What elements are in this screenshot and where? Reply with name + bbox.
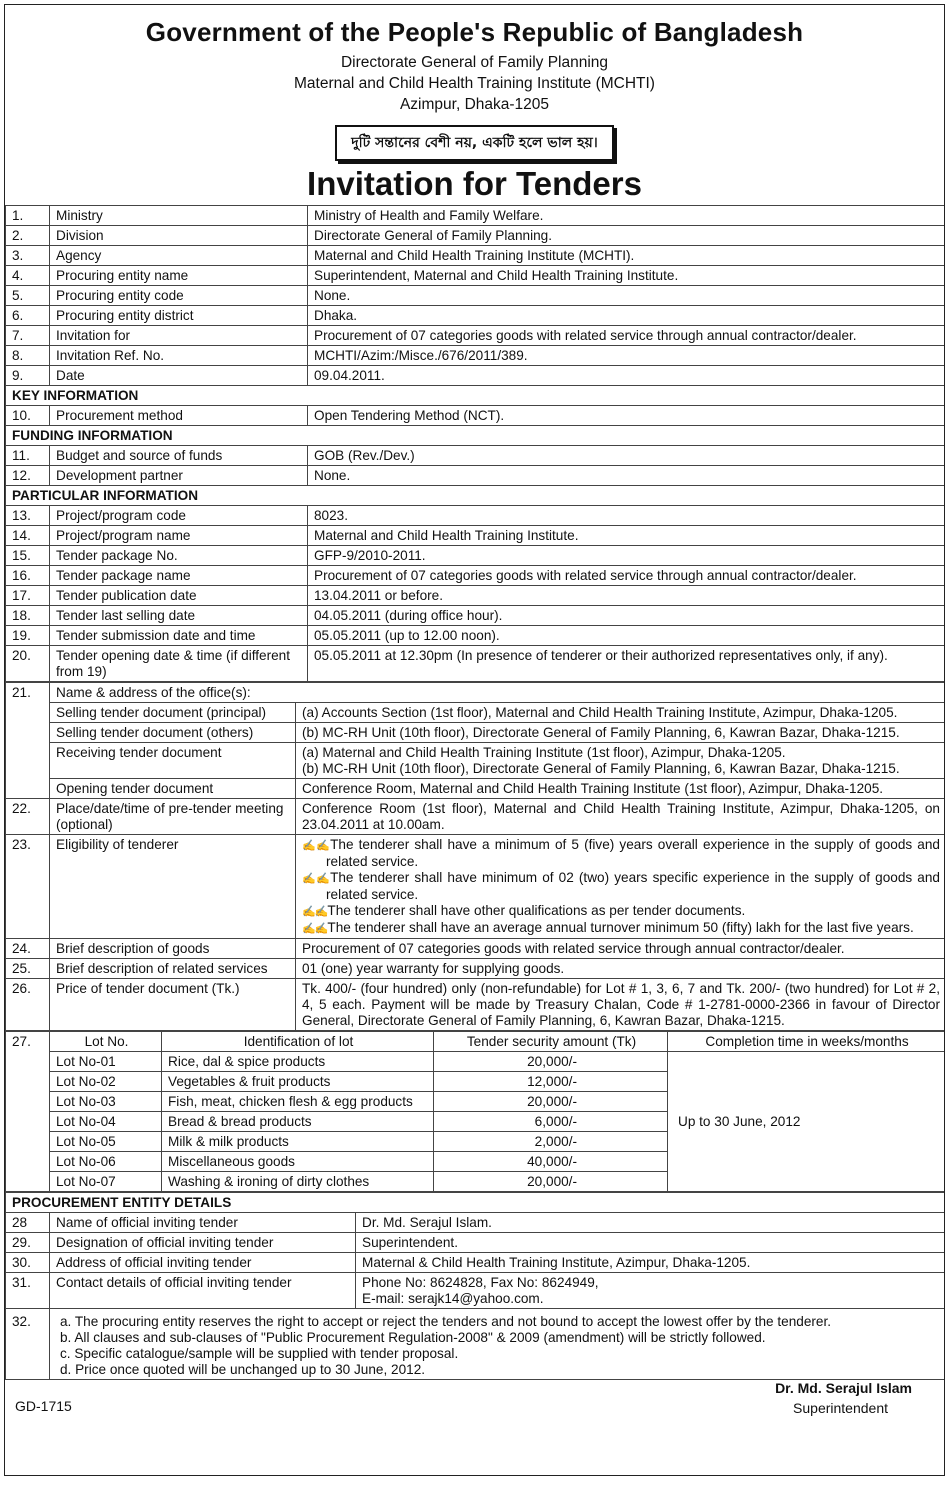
eligibility-item	[302, 903, 940, 920]
institute-address: Azimpur, Dhaka-1205	[399, 96, 550, 113]
table-row	[6, 959, 945, 979]
row-value: Procurement of 07 categories goods with related service through annual contractor/dealer.	[308, 566, 945, 586]
lot-number: Lot No-03	[50, 1092, 162, 1112]
row-label: Budget and source of funds	[50, 446, 308, 466]
table-row	[6, 226, 945, 246]
row-label: Date	[50, 366, 308, 386]
table-row	[6, 1213, 945, 1233]
table-row	[6, 743, 945, 779]
table-row	[6, 466, 945, 486]
row-number: 32.	[6, 1309, 50, 1380]
row-number: 4.	[6, 266, 50, 286]
signature-block	[5, 1380, 944, 1420]
eligibility-text: The tenderer shall have minimum of 02 (two) years specific experience in the supply of goods and related service.	[326, 870, 940, 902]
eligibility-text: The tenderer shall have an average annual turnover minimum 50 (fifty) lakh for the last five years.	[327, 920, 914, 935]
row-value: 01 (one) year warranty for supplying goods.	[296, 959, 945, 979]
table-row	[6, 366, 945, 386]
row-value: 13.04.2011 or before.	[308, 586, 945, 606]
row-number: 20.	[6, 646, 50, 682]
row-label: Procuring entity district	[50, 306, 308, 326]
row-value: Dhaka.	[308, 306, 945, 326]
lot-security-amount: 12,000/-	[434, 1072, 668, 1092]
pen-icon: ✍✍	[302, 840, 331, 852]
row-number: 1.	[6, 206, 50, 226]
row-value: Maternal and Child Health Training Institute (MCHTI).	[308, 246, 945, 266]
row-value: Directorate General of Family Planning.	[308, 226, 945, 246]
row-label: Tender package No.	[50, 546, 308, 566]
table-row	[6, 306, 945, 326]
pen-icon: ✍✍	[302, 923, 328, 935]
row-label: Brief description of goods	[50, 939, 296, 959]
tender-notice	[4, 4, 945, 1476]
lot-name: Bread & bread products	[162, 1112, 434, 1132]
table-row	[6, 286, 945, 306]
table-row	[6, 346, 945, 366]
row-value: 04.05.2011 (during office hour).	[308, 606, 945, 626]
offices-label: Name & address of the office(s):	[50, 683, 945, 703]
row-label: Procuring entity code	[50, 286, 308, 306]
row-number: 23.	[6, 835, 50, 939]
row-label: Place/date/time of pre-tender meeting (optional)	[50, 799, 296, 835]
column-header: Lot No.	[50, 1032, 162, 1052]
row-label: Contact details of official inviting tender	[50, 1273, 356, 1309]
institute-name: Maternal and Child Health Training Institute (MCHTI)	[294, 75, 655, 92]
row-value: Ministry of Health and Family Welfare.	[308, 206, 945, 226]
row-label: Tender publication date	[50, 586, 308, 606]
row-number: 11.	[6, 446, 50, 466]
table-row	[6, 326, 945, 346]
row-label: Designation of official inviting tender	[50, 1233, 356, 1253]
row-number: 5.	[6, 286, 50, 306]
section-heading-procurement: PROCUREMENT ENTITY DETAILS	[6, 1193, 945, 1213]
row-number: 7.	[6, 326, 50, 346]
row-label: Tender package name	[50, 566, 308, 586]
row-value: Dr. Md. Serajul Islam.	[356, 1213, 945, 1233]
table-row	[6, 1273, 945, 1309]
signatory-name: Dr. Md. Serajul Islam	[775, 1380, 912, 1396]
lot-security-amount: 20,000/-	[434, 1172, 668, 1192]
notes-list	[50, 1309, 945, 1380]
row-label: Invitation for	[50, 326, 308, 346]
lot-name: Miscellaneous goods	[162, 1152, 434, 1172]
section-heading-funding: FUNDING INFORMATION	[6, 426, 945, 446]
table-row	[6, 506, 945, 526]
table-row	[6, 586, 945, 606]
table-row	[6, 626, 945, 646]
table-row	[6, 546, 945, 566]
lots-table	[5, 1031, 945, 1192]
lot-security-amount: 40,000/-	[434, 1152, 668, 1172]
row-number: 18.	[6, 606, 50, 626]
office-label: Selling tender document (principal)	[50, 703, 296, 723]
row-label: Brief description of related services	[50, 959, 296, 979]
table-row	[6, 799, 945, 835]
note-item: b. All clauses and sub-clauses of "Public Procurement Regulation-2008" & 2009 (amendment) will be strictly followed.	[60, 1330, 766, 1345]
row-value: Tk. 400/- (four hundred) only (non-refundable) for Lot # 1, 3, 6, 7 and Tk. 200/- (two hundred) for Lot # 2, 4, 5 each. Payment will be made by Treasury Chalan, Code # 1-2781-0000-2366 in favour of Director General, Directorate General of Family Planning, 6, Kawran Bazar, Dhaka-1215.	[296, 979, 945, 1031]
office-value: (b) MC-RH Unit (10th floor), Directorate General of Family Planning, 6, Kawran Bazar, Dhaka-1215.	[296, 723, 945, 743]
row-number: 12.	[6, 466, 50, 486]
row-number: 15.	[6, 546, 50, 566]
eligibility-item	[302, 920, 940, 937]
row-label: Division	[50, 226, 308, 246]
row-number: 16.	[6, 566, 50, 586]
lot-row	[6, 1052, 945, 1072]
tender-table	[5, 205, 945, 682]
office-label: Receiving tender document	[50, 743, 296, 779]
row-number: 6.	[6, 306, 50, 326]
row-label: Name of official inviting tender	[50, 1213, 356, 1233]
row-number: 8.	[6, 346, 50, 366]
row-label: Procuring entity name	[50, 266, 308, 286]
table-row	[6, 206, 945, 226]
lot-security-amount: 20,000/-	[434, 1092, 668, 1112]
row-value: Open Tendering Method (NCT).	[308, 406, 945, 426]
row-label: Project/program name	[50, 526, 308, 546]
row-number: 10.	[6, 406, 50, 426]
table-row	[6, 939, 945, 959]
row-label: Tender last selling date	[50, 606, 308, 626]
table-row	[6, 979, 945, 1031]
office-value: (a) Accounts Section (1st floor), Maternal and Child Health Training Institute, Azimpur, Dhaka-1205.	[296, 703, 945, 723]
table-row	[6, 566, 945, 586]
lot-number: Lot No-06	[50, 1152, 162, 1172]
column-header: Identification of lot	[162, 1032, 434, 1052]
contact-phone: Phone No: 8624828, Fax No: 8624949,	[362, 1275, 599, 1290]
row-number: 26.	[6, 979, 50, 1031]
lot-name: Rice, dal & spice products	[162, 1052, 434, 1072]
row-label: Development partner	[50, 466, 308, 486]
lot-name: Fish, meat, chicken flesh & egg products	[162, 1092, 434, 1112]
office-value	[296, 743, 945, 779]
note-item: c. Specific catalogue/sample will be supplied with tender proposal.	[60, 1346, 459, 1361]
row-value: 09.04.2011.	[308, 366, 945, 386]
table-row	[6, 446, 945, 466]
office-label: Opening tender document	[50, 779, 296, 799]
table-row	[6, 526, 945, 546]
table-row	[6, 606, 945, 626]
row-value: None.	[308, 286, 945, 306]
row-number: 30.	[6, 1253, 50, 1273]
row-label: Procurement method	[50, 406, 308, 426]
directorate-name: Directorate General of Family Planning	[340, 54, 609, 71]
row-number: 14.	[6, 526, 50, 546]
row-label: Ministry	[50, 206, 308, 226]
section-heading-key: KEY INFORMATION	[6, 386, 945, 406]
row-label: Project/program code	[50, 506, 308, 526]
row-value: GOB (Rev./Dev.)	[308, 446, 945, 466]
slogan-box: দুটি সন্তানের বেশী নয়, একটি হলে ভাল হয়।	[335, 125, 613, 161]
table-row	[6, 266, 945, 286]
table-row	[6, 835, 945, 939]
eligibility-text: The tenderer shall have a minimum of 5 (five) years overall experience in the supply of goods and related service.	[326, 837, 940, 869]
row-number: 17.	[6, 586, 50, 606]
row-value: Procurement of 07 categories goods with related service through annual contractor/dealer.	[296, 939, 945, 959]
lot-name: Vegetables & fruit products	[162, 1072, 434, 1092]
office-value-line: (b) MC-RH Unit (10th floor), Directorate General of Family Planning, 6, Kawran Bazar, Dhaka-1215.	[302, 761, 900, 776]
contact-value	[356, 1273, 945, 1309]
row-number: 22.	[6, 799, 50, 835]
row-number: 28	[6, 1213, 50, 1233]
table-row	[6, 1253, 945, 1273]
row-value: 8023.	[308, 506, 945, 526]
contact-email: E-mail: serajk14@yahoo.com.	[362, 1291, 544, 1306]
notice-header	[5, 17, 944, 203]
eligibility-list	[296, 835, 945, 939]
row-label: Price of tender document (Tk.)	[50, 979, 296, 1031]
row-label: Eligibility of tenderer	[50, 835, 296, 939]
row-number: 31.	[6, 1273, 50, 1309]
row-label: Address of official inviting tender	[50, 1253, 356, 1273]
column-header: Tender security amount (Tk)	[434, 1032, 668, 1052]
notice-code: GD-1715	[15, 1398, 72, 1414]
office-value: Conference Room, Maternal and Child Health Training Institute (1st floor), Azimpur, Dhaka-1205.	[296, 779, 945, 799]
row-number: 19.	[6, 626, 50, 646]
row-value: 05.05.2011 at 12.30pm (In presence of tenderer or their authorized representatives only, if any).	[308, 646, 945, 682]
lot-number: Lot No-05	[50, 1132, 162, 1152]
column-header: Completion time in weeks/months	[668, 1032, 945, 1052]
row-value: Maternal & Child Health Training Institute, Azimpur, Dhaka-1205.	[356, 1253, 945, 1273]
government-title: Government of the People's Republic of Bangladesh	[145, 17, 804, 47]
table-row	[6, 723, 945, 743]
note-item: d. Price once quoted will be unchanged up to 30 June, 2012.	[60, 1362, 426, 1377]
lot-security-amount: 20,000/-	[434, 1052, 668, 1072]
row-number: 3.	[6, 246, 50, 266]
lot-number: Lot No-02	[50, 1072, 162, 1092]
row-value: GFP-9/2010-2011.	[308, 546, 945, 566]
table-row	[6, 406, 945, 426]
notice-title: Invitation for Tenders	[307, 165, 642, 202]
row-number: 9.	[6, 366, 50, 386]
lot-number: Lot No-01	[50, 1052, 162, 1072]
lot-name: Washing & ironing of dirty clothes	[162, 1172, 434, 1192]
office-value-line: (a) Maternal and Child Health Training Institute (1st floor), Azimpur, Dhaka-1205.	[302, 745, 786, 760]
row-value: Procurement of 07 categories goods with related service through annual contractor/dealer.	[308, 326, 945, 346]
row-number: 25.	[6, 959, 50, 979]
table-row	[6, 1309, 945, 1380]
eligibility-item	[302, 870, 940, 903]
row-value: Superintendent, Maternal and Child Health Training Institute.	[308, 266, 945, 286]
offices-table	[5, 682, 945, 1031]
eligibility-text: The tenderer shall have other qualifications as per tender documents.	[327, 903, 746, 918]
table-row	[6, 703, 945, 723]
procurement-entity-table	[5, 1192, 945, 1380]
row-label: Agency	[50, 246, 308, 266]
pen-icon: ✍✍	[302, 906, 328, 918]
table-row	[6, 1233, 945, 1253]
row-value: 05.05.2011 (up to 12.00 noon).	[308, 626, 945, 646]
lot-security-amount: 2,000/-	[434, 1132, 668, 1152]
completion-time: Up to 30 June, 2012	[668, 1052, 945, 1192]
pen-icon: ✍✍	[302, 873, 331, 885]
eligibility-item	[302, 837, 940, 870]
row-label: Invitation Ref. No.	[50, 346, 308, 366]
row-number: 24.	[6, 939, 50, 959]
lot-number: Lot No-04	[50, 1112, 162, 1132]
row-number: 2.	[6, 226, 50, 246]
table-row	[6, 683, 945, 703]
row-value: Maternal and Child Health Training Institute.	[308, 526, 945, 546]
row-label: Tender opening date & time (if different from 19)	[50, 646, 308, 682]
row-number: 29.	[6, 1233, 50, 1253]
lot-security-amount: 6,000/-	[434, 1112, 668, 1132]
row-value: Conference Room (1st floor), Maternal and Child Health Training Institute, Azimpur, Dhaka-1205, on 23.04.2011 at 10.00am.	[296, 799, 945, 835]
signatory-designation: Superintendent	[793, 1400, 888, 1416]
table-row	[6, 246, 945, 266]
lot-name: Milk & milk products	[162, 1132, 434, 1152]
row-number: 21.	[6, 683, 50, 799]
office-label: Selling tender document (others)	[50, 723, 296, 743]
lots-header-row	[6, 1032, 945, 1052]
section-heading-particular: PARTICULAR INFORMATION	[6, 486, 945, 506]
row-label: Tender submission date and time	[50, 626, 308, 646]
row-number: 13.	[6, 506, 50, 526]
row-number: 27.	[6, 1032, 50, 1192]
lot-number: Lot No-07	[50, 1172, 162, 1192]
row-value: MCHTI/Azim:/Misce./676/2011/389.	[308, 346, 945, 366]
note-item: a. The procuring entity reserves the right to accept or reject the tenders and not bound to accept the lowest offer by the tenderer.	[60, 1314, 832, 1329]
row-value: None.	[308, 466, 945, 486]
table-row	[6, 779, 945, 799]
row-value: Superintendent.	[356, 1233, 945, 1253]
table-row	[6, 646, 945, 682]
